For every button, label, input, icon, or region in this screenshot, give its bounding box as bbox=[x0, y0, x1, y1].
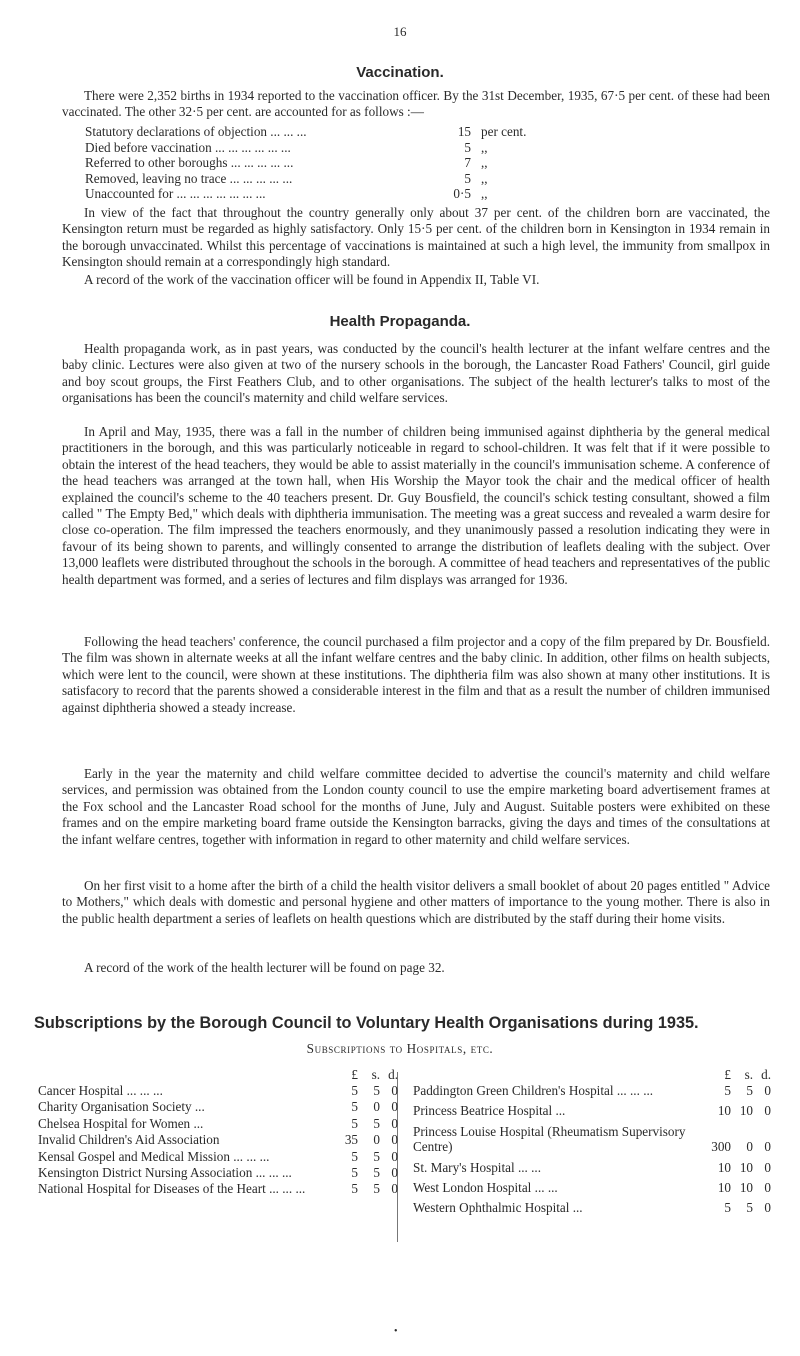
vaccination-table bbox=[85, 124, 526, 202]
page-mark: • bbox=[394, 1326, 398, 1337]
organisation-name: Western Ophthalmic Hospital ... bbox=[413, 1200, 583, 1216]
organisation-name: Kensington District Nursing Association ... ... ... bbox=[38, 1165, 292, 1181]
subscription-row: Chelsea Hospital for Women ... 5 5 0 bbox=[38, 1115, 398, 1131]
propaganda-heading: Health Propaganda. bbox=[329, 313, 471, 330]
pounds-header: £ bbox=[351, 1067, 358, 1082]
vaccination-row: Statutory declarations of objection ... ... ... 15 per cent. bbox=[85, 124, 527, 139]
organisation-name: Invalid Children's Aid Association bbox=[38, 1132, 220, 1148]
propaganda-paragraph: A record of the work of the health lecturer will be found on page 32. bbox=[84, 960, 445, 975]
subscription-row: Princess Beatrice Hospital ... 10 10 0 bbox=[413, 1103, 771, 1119]
subscription-row: Western Ophthalmic Hospital ... 5 5 0 bbox=[413, 1200, 771, 1216]
shillings-header: s. bbox=[744, 1067, 753, 1082]
subscription-row: Kensal Gospel and Medical Mission ... ... ... 5 5 0 bbox=[38, 1148, 398, 1164]
subscription-row: Princess Louise Hospital (Rheumatism Supervisory Centre) 300 0 0 bbox=[413, 1123, 771, 1155]
pence-header: d. bbox=[761, 1067, 771, 1082]
currency-header bbox=[413, 1067, 771, 1083]
subscriptions-subheading: Subscriptions to Hospitals, etc. bbox=[306, 1041, 494, 1056]
vaccination-row: Died before vaccination ... ... ... ... ... ... 5 ,, bbox=[85, 139, 488, 155]
shillings-header: s. bbox=[371, 1067, 380, 1082]
subscription-row: Charity Organisation Society ... 5 0 0 bbox=[38, 1099, 398, 1115]
propaganda-paragraph: Following the head teachers' conference, the council purchased a film projector and a copy of the film prepared by Dr. Bousfield. The film was shown in alternate weeks at all the infant welfare centres and the baby clinic. In addition, other films on health subjects, which were lent to the council, were shown at these institutions. The diphtheria film was also shown at many other institutions. It is satisfacory to record that the parents showed a considerable interest in the film and that as a result the number of children immunised against diphtheria showed a steady increase. bbox=[62, 634, 770, 715]
organisation-name: Princess Beatrice Hospital ... bbox=[413, 1103, 566, 1119]
subscription-row: Cancer Hospital ... ... ... 5 5 0 bbox=[38, 1083, 398, 1098]
subscriptions-right-column bbox=[413, 1067, 771, 1221]
propaganda-paragraph: Health propaganda work, as in past years, was conducted by the council's health lecturer at the infant welfare centres and the baby clinic. Lectures were also given at two of the nursery schools in the borough, the Lancaster Road Fathers' Council, girl guide and boy scout groups, the First Feathers Club, and to other organisations. The subject of the health lecturer's talks to most of the organisations has been the council's maternity and child welfare services. bbox=[62, 341, 770, 406]
vaccination-row: Removed, leaving no trace ... ... ... ... ... 5 ,, bbox=[85, 170, 488, 186]
vaccination-paragraph: In view of the fact that throughout the country generally only about 37 per cent. of the children born are vaccinated, the Kensington return must be regarded as highly satisfactory. Only 15·5 per cent. of the children born in Kensington in 1934 remain in the borough unvaccinated. Whilst this percentage of vaccinations is maintained at such a high level, the immunity from smallpox in Kensington should remain at a correspondingly high standard. bbox=[62, 205, 770, 270]
pence-header: d. bbox=[388, 1067, 398, 1082]
organisation-name: Kensal Gospel and Medical Mission ... ... ... bbox=[38, 1148, 270, 1164]
pounds-header: £ bbox=[724, 1067, 731, 1082]
currency-header bbox=[38, 1067, 398, 1083]
subscriptions-heading: Subscriptions by the Borough Council to Voluntary Health Organisations during 1935. bbox=[34, 1014, 699, 1032]
vaccination-heading: Vaccination. bbox=[356, 64, 444, 81]
organisation-name: St. Mary's Hospital ... ... bbox=[413, 1159, 542, 1175]
subscription-row: St. Mary's Hospital ... ... 10 10 0 bbox=[413, 1159, 771, 1175]
organisation-name: Cancer Hospital ... ... ... bbox=[38, 1083, 163, 1098]
organisation-name: West London Hospital ... ... bbox=[413, 1180, 558, 1196]
organisation-name: National Hospital for Diseases of the Heart ... ... ... bbox=[38, 1181, 306, 1197]
vaccination-paragraph: A record of the work of the vaccination officer will be found in Appendix II, Table VI. bbox=[84, 272, 540, 287]
propaganda-paragraph: On her first visit to a home after the birth of a child the health visitor delivers a small booklet of about 20 pages entitled " Advice to Mothers," which deals with domestic and personal hygiene and other matters of importance to the young mother. There is also in the public health department a series of leaflets on health questions which are distributed by the staff during their home visits. bbox=[62, 878, 770, 926]
subscription-row: Invalid Children's Aid Association 35 0 0 bbox=[38, 1132, 398, 1148]
organisation-name: Chelsea Hospital for Women ... bbox=[38, 1115, 204, 1131]
subscription-row: West London Hospital ... ... 10 10 0 bbox=[413, 1180, 771, 1196]
subscriptions-left-column bbox=[38, 1067, 398, 1198]
vaccination-row: Unaccounted for ... ... ... ... ... ... ... 0·5 ,, bbox=[85, 186, 488, 202]
organisation-name: Paddington Green Children's Hospital ... ... ... bbox=[413, 1083, 654, 1098]
propaganda-paragraph: In April and May, 1935, there was a fall in the number of children being immunised against diphtheria by the general medical practitioners in the borough, and this was particularly noticeable in regard to school-children. It was felt that if it were possible to obtain the interest of the head teachers, they would be able to assist materially in the council's immunisation scheme. A conference of the head teachers was arranged at the town hall, when His Worship the Mayor took the chair and the medical officer of health explained the council's scheme to the 40 teachers present. Dr. Guy Bousfield, the council's schick testing consultant, showed a film called " The Empty Bed," which deals with diphtheria immunisation. The meeting was a great success and revealed a warm desire for close co-operation. The film impressed the teachers enormously, and they unanimously passed a resolution indicating they were in favour of its being shown to parents, and willingly consented to arrange the distribution of leaflets dealing with the subject. Over 13,000 leaflets were distributed throughout the schools in the borough. A committee of head teachers and representatives of the public health department was formed, and a series of lectures and film displays was arranged for 1936. bbox=[62, 424, 770, 587]
propaganda-paragraph: Early in the year the maternity and child welfare committee decided to advertise the council's maternity and child welfare services, and permission was obtained from the London county council to use the empire marketing board advertisement frames at the Fox school and the Lancaster Road school for the months of June, July and August. Suitable posters were exhibited on these frames and on the empire marketing board frame outside the Kensington barracks, giving the days and times of the consultations at the infant welfare centres, together with information in regard to other maternity and child welfare services. bbox=[62, 766, 770, 847]
page-number: 16 bbox=[393, 24, 407, 39]
vaccination-intro: There were 2,352 births in 1934 reported to the vaccination officer. By the 31st December, 1935, 67·5 per cent. of these had been vaccinated. The other 32·5 per cent. are accounted for as follows :— bbox=[62, 88, 770, 120]
subscription-row: National Hospital for Diseases of the Heart ... ... ... 5 5 0 bbox=[38, 1181, 398, 1197]
organisation-name: Charity Organisation Society ... bbox=[38, 1099, 205, 1115]
organisation-name: Princess Louise Hospital (Rheumatism Supervisory Centre) bbox=[413, 1123, 686, 1155]
subscription-row: Kensington District Nursing Association ... ... ... 5 5 0 bbox=[38, 1165, 398, 1181]
vaccination-row: Referred to other boroughs ... ... ... ... ... 7 ,, bbox=[85, 155, 488, 171]
subscription-row: Paddington Green Children's Hospital ... ... ... 5 5 0 bbox=[413, 1083, 771, 1098]
